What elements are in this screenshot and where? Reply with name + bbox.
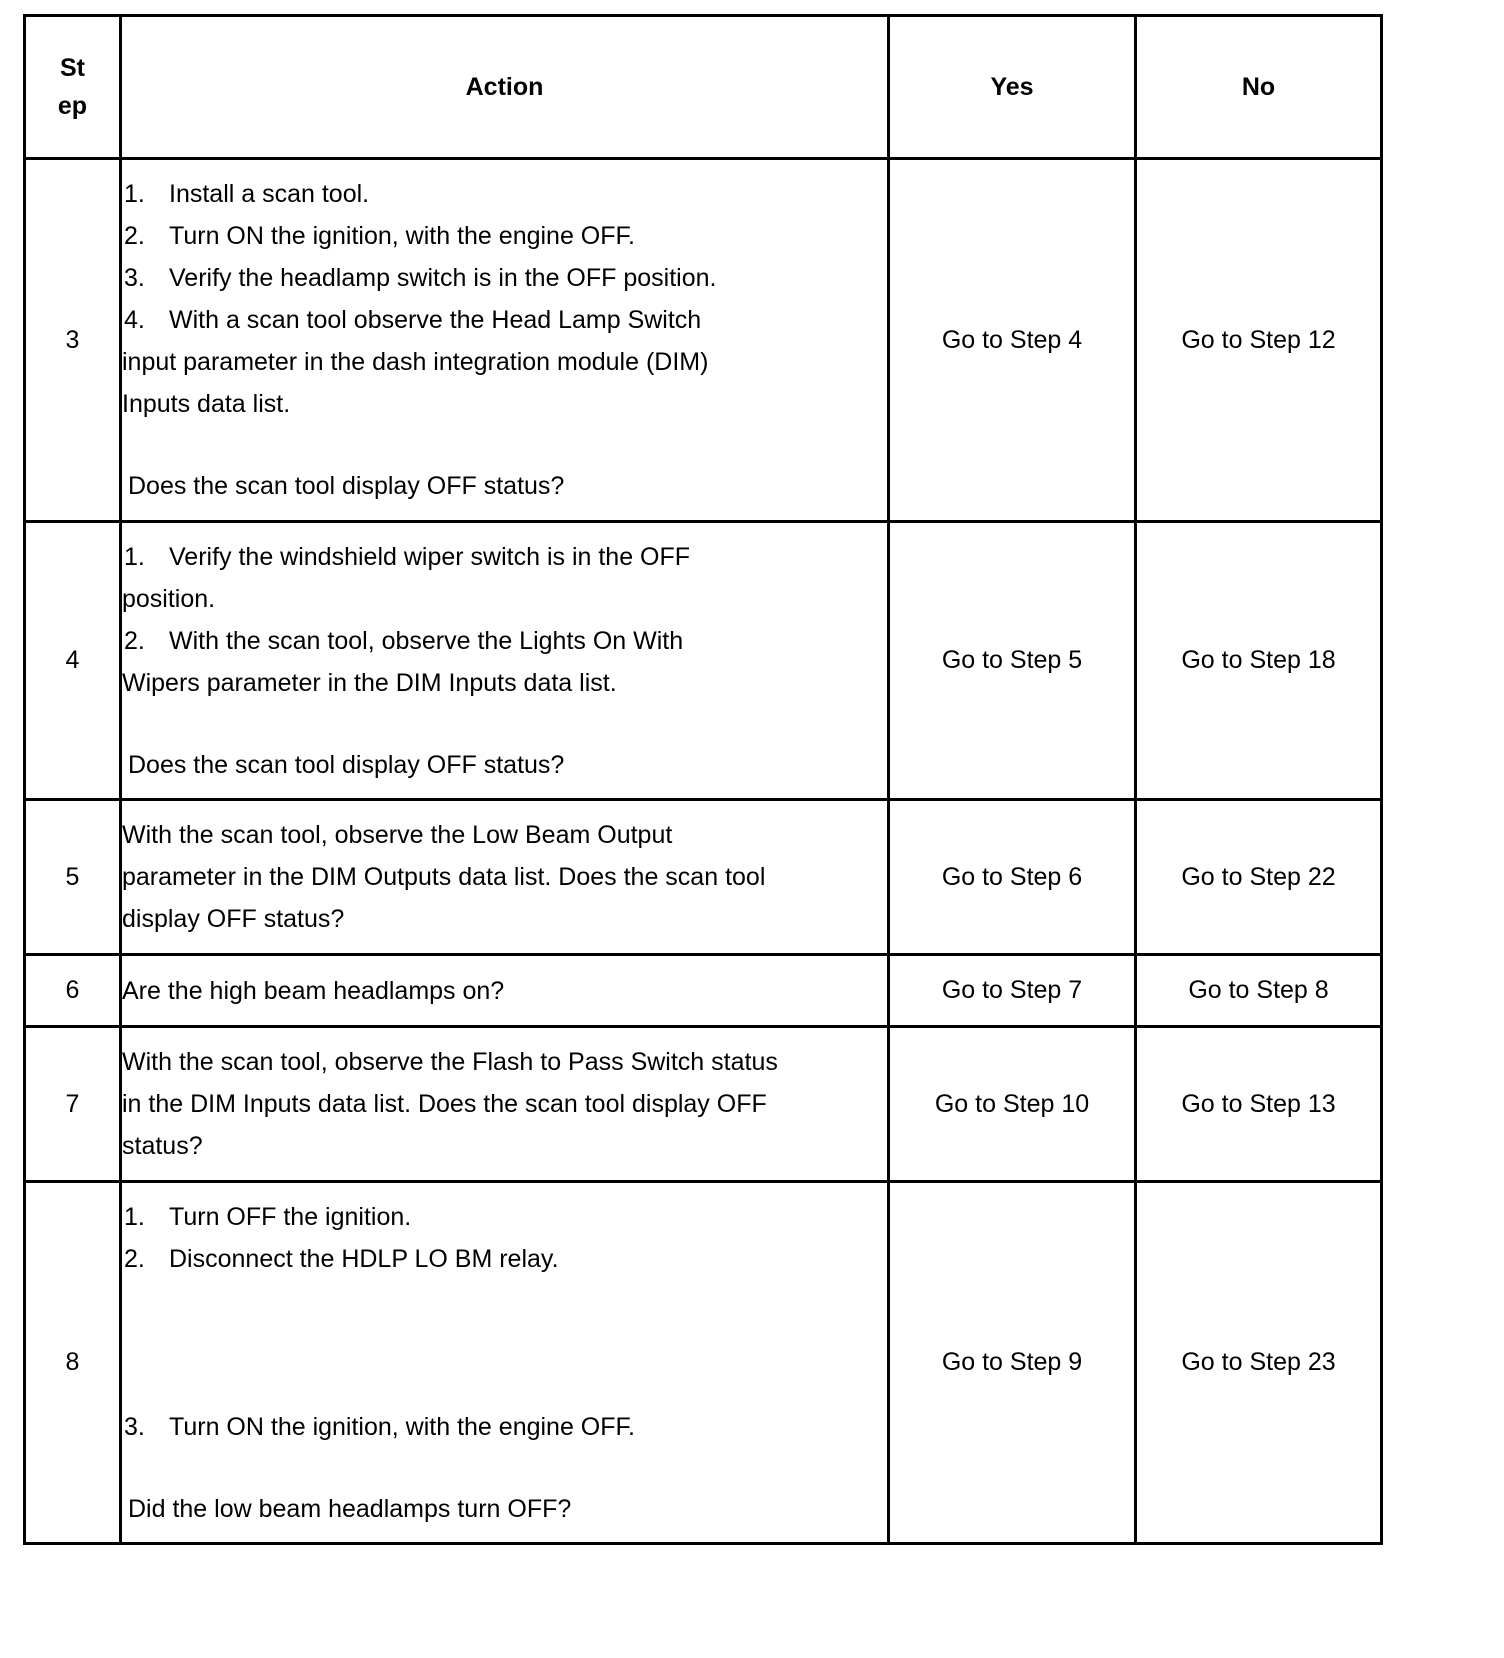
step-number: 7 (25, 1027, 121, 1182)
diagnostic-steps-table (23, 14, 1383, 1545)
question-text: Does the scan tool display OFF status? (128, 472, 565, 500)
yes-cell: Go to Step 5 (889, 522, 1136, 800)
text-line: parameter in the DIM Outputs data list. Does the scan tool (122, 863, 766, 891)
table-row (25, 800, 1382, 955)
list-item: 1. Install a scan tool. (124, 180, 370, 208)
yes-cell: Go to Step 9 (889, 1182, 1136, 1544)
question-text: Does the scan tool display OFF status? (128, 750, 565, 779)
action-cell (121, 1182, 889, 1544)
no-cell: Go to Step 18 (1136, 522, 1382, 800)
yes-cell: Go to Step 6 (889, 800, 1136, 955)
yes-cell: Go to Step 10 (889, 1027, 1136, 1182)
no-cell: Go to Step 8 (1136, 955, 1382, 1027)
list-item: 4. With a scan tool observe the Head Lamp Switch (124, 306, 702, 334)
action-cell (121, 159, 889, 522)
list-item: 2. With the scan tool, observe the Lights On With (124, 626, 684, 655)
table-row (25, 522, 1382, 800)
text-line: With the scan tool, observe the Flash to Pass Switch status (122, 1048, 778, 1076)
step-number: 6 (25, 955, 121, 1027)
action-cell (121, 955, 889, 1027)
text-line: status? (122, 1132, 203, 1160)
header-step (25, 16, 121, 159)
text-line: in the DIM Inputs data list. Does the scan tool display OFF (122, 1090, 767, 1118)
list-item: 3. Verify the headlamp switch is in the OFF position. (124, 264, 717, 292)
question-text: Did the low beam headlamps turn OFF? (128, 1494, 572, 1523)
header-action: Action (121, 16, 889, 159)
text-line: display OFF status? (122, 905, 345, 933)
step-number: 8 (25, 1182, 121, 1544)
no-cell: Go to Step 13 (1136, 1027, 1382, 1182)
list-item: 2. Disconnect the HDLP LO BM relay. (124, 1244, 559, 1273)
step-number: 4 (25, 522, 121, 800)
header-step-line2: ep (57, 92, 88, 120)
list-item: 2. Turn ON the ignition, with the engine OFF. (124, 222, 635, 250)
continuation-line: position. (122, 584, 216, 613)
action-cell (121, 1027, 889, 1182)
list-item: 3. Turn ON the ignition, with the engine OFF. (124, 1412, 635, 1441)
no-cell: Go to Step 22 (1136, 800, 1382, 955)
step-number: 5 (25, 800, 121, 955)
table-row (25, 1027, 1382, 1182)
no-cell: Go to Step 12 (1136, 159, 1382, 522)
header-yes: Yes (889, 16, 1136, 159)
table-row (25, 159, 1382, 522)
action-cell (121, 522, 889, 800)
yes-cell: Go to Step 4 (889, 159, 1136, 522)
continuation-line: input parameter in the dash integration module (DIM) (122, 348, 709, 376)
header-row (25, 16, 1382, 159)
continuation-line: Wipers parameter in the DIM Inputs data list. (122, 668, 617, 697)
continuation-line: Inputs data list. (122, 390, 291, 418)
text-line: With the scan tool, observe the Low Beam Output (122, 821, 673, 849)
action-cell (121, 800, 889, 955)
no-cell: Go to Step 23 (1136, 1182, 1382, 1544)
list-item: 1. Verify the windshield wiper switch is in the OFF (124, 542, 691, 571)
list-item: 1. Turn OFF the ignition. (124, 1202, 412, 1231)
table-row (25, 1182, 1382, 1544)
header-step-line1: St (60, 54, 85, 82)
header-no: No (1136, 16, 1382, 159)
step-number: 3 (25, 159, 121, 522)
table-row (25, 955, 1382, 1027)
text-line: Are the high beam headlamps on? (122, 976, 505, 1005)
yes-cell: Go to Step 7 (889, 955, 1136, 1027)
